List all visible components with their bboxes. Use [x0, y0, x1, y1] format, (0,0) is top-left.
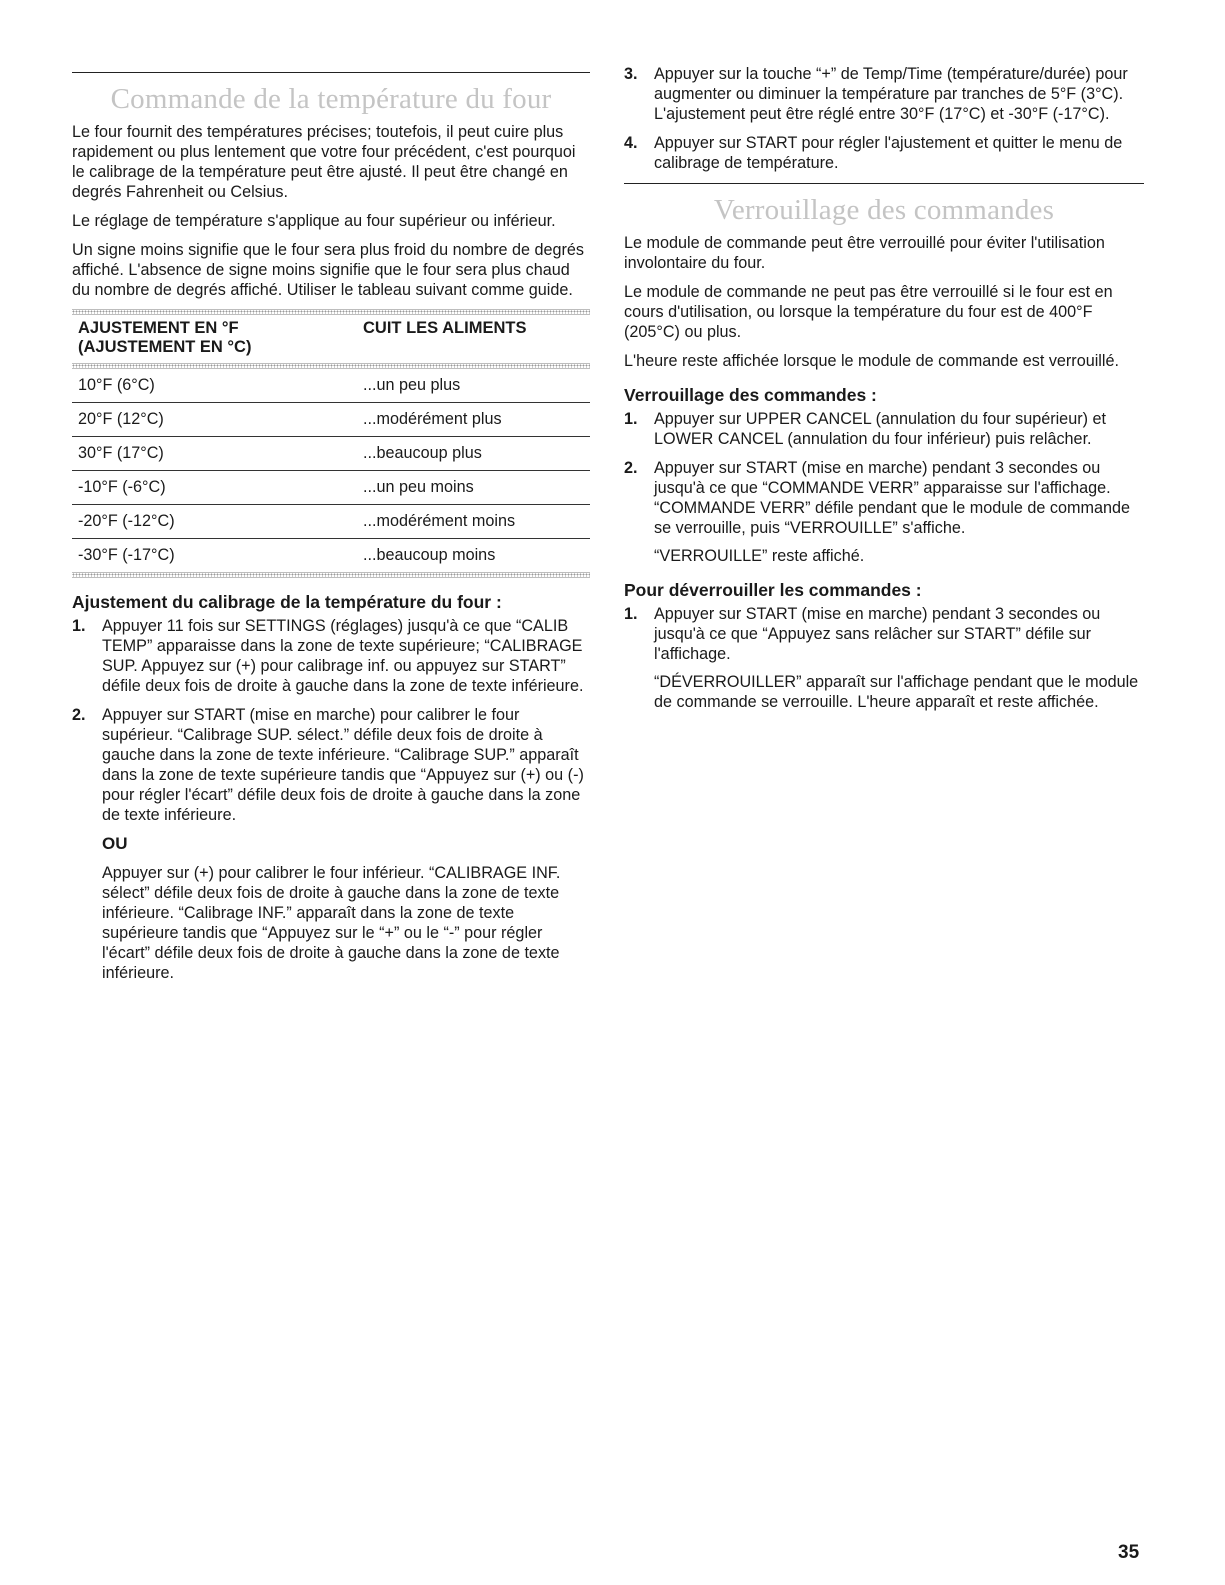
list-item [624, 64, 1144, 124]
lock-paragraph: Le module de commande ne peut pas être verrouillé si le four est en cours d'utilisation, ou lorsque la température du four est de 400°F (205°C) ou plus. [624, 283, 1113, 341]
step-number: 3. [624, 65, 638, 83]
table-row [72, 437, 590, 471]
step-text: Appuyer sur UPPER CANCEL (annulation du four supérieur) et LOWER CANCEL (annulation du four inférieur) puis relâcher. [654, 410, 1106, 448]
table-bottom-band [72, 572, 590, 578]
step-number: 1. [624, 605, 638, 623]
list-item [624, 458, 1144, 566]
row-adjustment: 30°F (17°C) [78, 444, 164, 462]
step-text: Appuyer sur START (mise en marche) pendant 3 secondes ou jusqu'à ce que “Appuyez sans relâcher sur START” défile sur l'affichage. [654, 605, 1101, 663]
row-adjustment: -30°F (-17°C) [78, 546, 175, 564]
row-result: ...modérément moins [363, 512, 516, 530]
page-number: 35 [1118, 1542, 1140, 1563]
row-result: ...un peu moins [363, 478, 474, 496]
step-text: Appuyer sur la touche “+” de Temp/Time (température/durée) pour augmenter ou diminuer la température par tranches de 5°F (3°C). L'ajustement peut être réglé entre 30°F (17°C) et -30°F (-17°C). [654, 65, 1128, 123]
list-item [624, 409, 1144, 449]
header-result: CUIT LES ALIMENTS [363, 319, 527, 337]
step-number: 1. [72, 617, 86, 635]
section-divider [72, 72, 590, 73]
lock-heading: Verrouillage des commandes : [624, 385, 877, 405]
step-note: “VERROUILLE” reste affiché. [654, 547, 865, 565]
table-row [72, 403, 590, 437]
calibration-heading: Ajustement du calibrage de la température du four : [72, 592, 502, 612]
table-row [72, 505, 590, 539]
calibration-steps-continued [624, 64, 1144, 173]
row-adjustment: 10°F (6°C) [78, 376, 155, 394]
lock-paragraph: L'heure reste affichée lorsque le module de commande est verrouillé. [624, 352, 1119, 370]
step-text: Appuyer sur START (mise en marche) pour calibrer le four supérieur. “Calibrage SUP. sélect.” défile deux fois de droite à gauche dans la zone de texte inférieure. “Calibrage SUP.” apparaît dans la zone de texte supérieure tandis que “Appuyez sur (+) ou (-) pour régler l'écart” défile deux fois de droite à gauche dans la zone de texte inférieure. [102, 706, 584, 824]
calibration-table [72, 309, 590, 578]
list-item [72, 616, 590, 696]
left-column [72, 0, 590, 992]
oven-temp-title: Commande de la température du four [110, 83, 552, 115]
unlock-steps [624, 604, 1144, 712]
row-result: ...modérément plus [363, 410, 502, 428]
header-adjustment-c: (AJUSTEMENT EN °C) [78, 338, 252, 356]
step-alt-text: Appuyer sur (+) pour calibrer le four inférieur. “CALIBRAGE INF. sélect” défile deux fois de droite à gauche dans la zone de texte inférieure. “Calibrage INF.” apparaît dans la zone de texte supérieure tandis que “Appuyez sur le “+” ou le “-” pour régler l'écart” défile deux fois de droite à gauche dans la zone de texte inférieure. [102, 864, 561, 982]
lock-steps [624, 409, 1144, 566]
step-number: 1. [624, 410, 638, 428]
step-number: 4. [624, 134, 638, 152]
list-item [624, 604, 1144, 712]
step-text: Appuyer sur START pour régler l'ajustement et quitter le menu de calibrage de température. [654, 134, 1123, 172]
intro-paragraph: Le réglage de température s'applique au four supérieur ou inférieur. [72, 212, 556, 230]
list-item [624, 133, 1144, 173]
header-adjustment-f: AJUSTEMENT EN °F [78, 319, 239, 337]
table-row [72, 369, 590, 403]
row-adjustment: -20°F (-12°C) [78, 512, 175, 530]
intro-paragraph: Un signe moins signifie que le four sera plus froid du nombre de degrés affiché. L'absence de signe moins signifie que le four sera plus chaud du nombre de degrés affiché. Utiliser le tableau suivant comme guide. [72, 241, 584, 299]
list-item [72, 705, 590, 983]
step-text: Appuyer sur START (mise en marche) pendant 3 secondes ou jusqu'à ce que “COMMANDE VERR” apparaisse sur l'affichage. “COMMANDE VERR” défile pendant que le module de commande se verrouille, puis “VERROUILLE” s'affiche. [654, 459, 1130, 537]
row-result: ...beaucoup plus [363, 444, 482, 462]
step-number: 2. [72, 706, 86, 724]
section-divider [624, 183, 1144, 184]
lock-title: Verrouillage des commandes [713, 194, 1055, 226]
lock-paragraph: Le module de commande peut être verrouillé pour éviter l'utilisation involontaire du four. [624, 234, 1105, 272]
calibration-steps [72, 616, 590, 983]
row-result: ...beaucoup moins [363, 546, 496, 564]
right-column [624, 0, 1144, 721]
step-number: 2. [624, 459, 638, 477]
row-adjustment: -10°F (-6°C) [78, 478, 166, 496]
or-label: OU [102, 834, 128, 853]
step-note: “DÉVERROUILLER” apparaît sur l'affichage pendant que le module de commande se verrouille. L'heure apparaît et reste affichée. [654, 673, 1139, 711]
step-text: Appuyer 11 fois sur SETTINGS (réglages) jusqu'à ce que “CALIB TEMP” apparaisse dans la zone de texte supérieure; “CALIBRAGE SUP. Appuyez sur (+) pour calibrage inf. ou appuyez sur START” défile deux fois de droite à gauche dans la zone de texte inférieure. [102, 617, 584, 695]
row-result: ...un peu plus [363, 376, 461, 394]
table-row [72, 471, 590, 505]
unlock-heading: Pour déverrouiller les commandes : [624, 580, 922, 600]
row-adjustment: 20°F (12°C) [78, 410, 164, 428]
table-row [72, 539, 590, 572]
header-adjustment [72, 319, 363, 357]
intro-paragraph: Le four fournit des températures précises; toutefois, il peut cuire plus rapidement ou plus lentement que votre four précédent, c'est pourquoi le calibrage de la température peut être ajusté. Il peut être changé en degrés Fahrenheit ou Celsius. [72, 123, 576, 201]
table-header [72, 315, 590, 363]
